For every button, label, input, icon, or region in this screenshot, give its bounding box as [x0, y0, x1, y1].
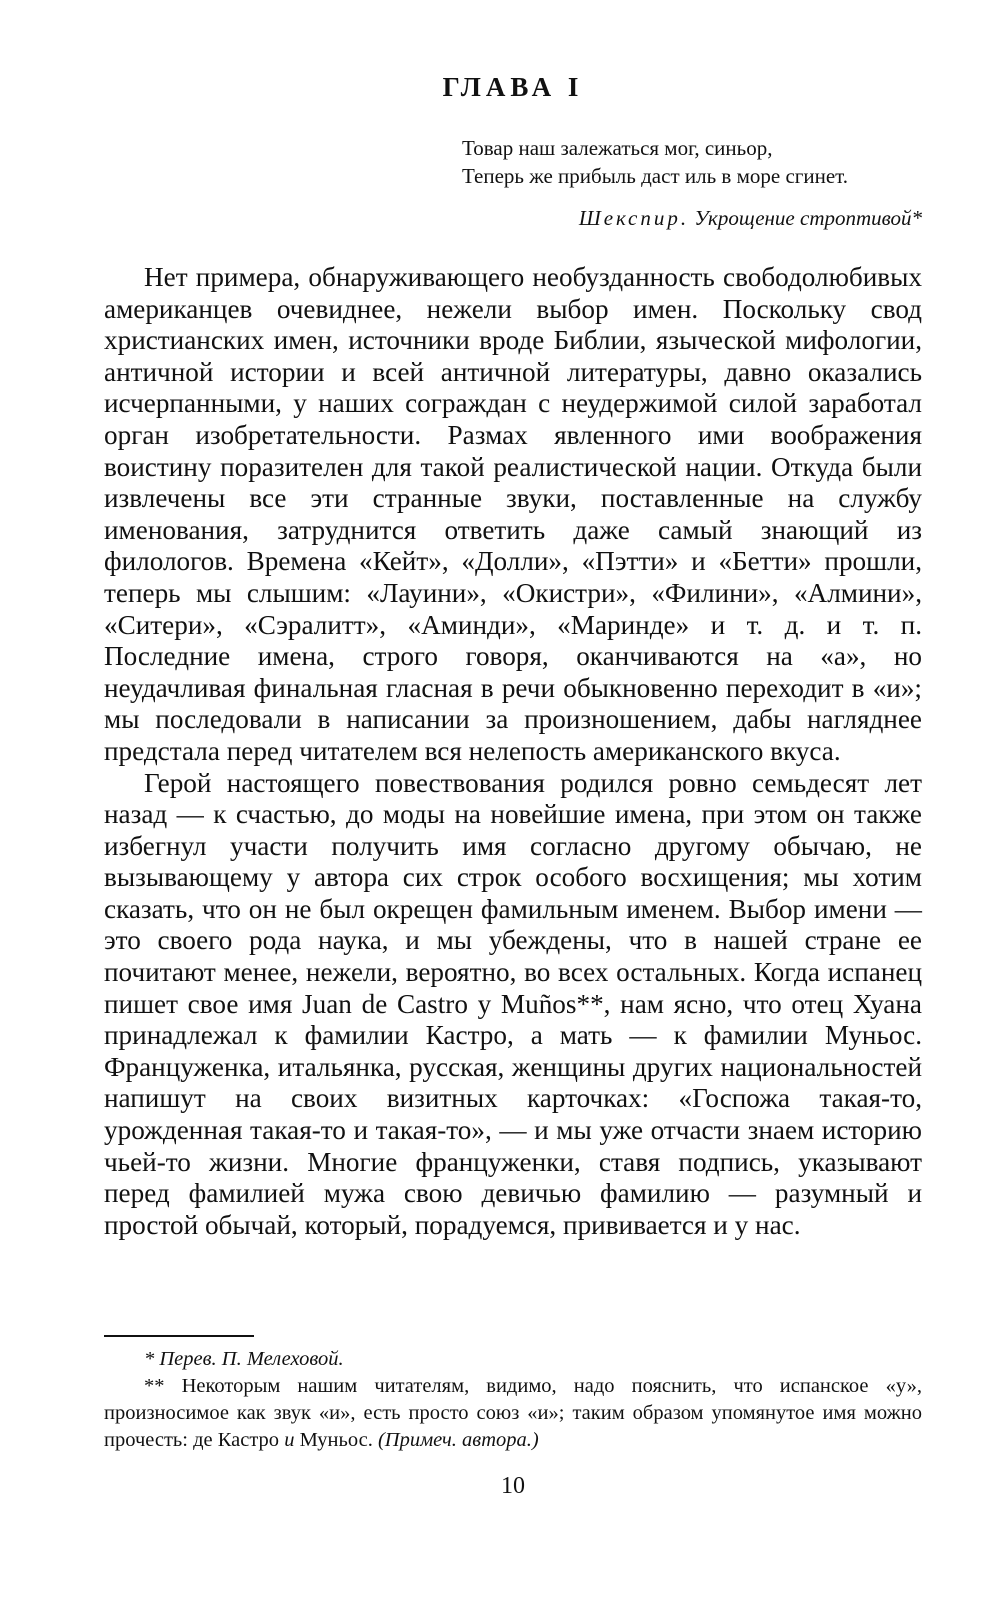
main-text [104, 262, 922, 1241]
footnote-2-tail: Муньос. [294, 1429, 378, 1451]
epigraph-line-1: Товар наш залежаться мог, синьор, [462, 136, 773, 160]
paragraph-1: Нет примера, обнаруживающего необузданность свободолюбивых американцев очевиднее, нежели выбор имен. Поскольку свод христианских имен, источники вроде Библии, языческой мифологии, античной истории и всей античной литературы, давно оказались исчерпанными, у наших сограждан с неудержимой силой заработал орган изобретательности. Размах явленного ими воображения воистину поразителен для такой реалистической нации. Откуда были извлечены все эти странные звуки, поставленные на службу именования, затруднится ответить даже самый знающий из филологов. Времена «Кейт», «Долли», «Пэтти» и «Бетти» прошли, теперь мы слышим: «Лауини», «Окистри», «Филини», «Алмини», «Ситери», «Сэралитт», «Аминди», «Мариндe» и т. д. и т. п. Последние имена, строго говоря, оканчиваются на «а», но неудачливая финальная гласная в речи обыкновенно переходит в «и»; мы последовали в написании за произношением, дабы нагляднее предстала перед читателем вся нелепость американского вкуса. [104, 262, 922, 766]
page-number: 10 [501, 1473, 525, 1499]
footnote-2-italic-word: и [284, 1429, 295, 1451]
footnotes [104, 1346, 922, 1454]
epigraph-source [462, 204, 922, 232]
epigraph-footnote-marker: * [911, 206, 922, 230]
book-page [104, 0, 922, 1615]
epigraph-line-2: Теперь же прибыль даст иль в море сгинет. [462, 164, 849, 188]
footnote-2 [104, 1373, 922, 1454]
footnote-2-note: (Примеч. автора.) [377, 1429, 539, 1451]
footnote-1: * Перев. П. Мелеховой. [144, 1348, 344, 1370]
epigraph-author: Шекспир. [578, 206, 690, 230]
footnote-2-text: ** Некоторым нашим читателям, видимо, надо пояснить, что испанское «у», произносимое как звук «и», есть просто союз «и»; таким образом упомянутое имя можно прочесть: де Кастро [104, 1375, 922, 1451]
epigraph-work: Укрощение строптивой [694, 206, 912, 230]
epigraph [462, 134, 922, 232]
chapter-title: ГЛАВА I [442, 72, 584, 102]
footnote-divider [104, 1335, 254, 1337]
paragraph-2: Герой настоящего повествования родился ровно семьдесят лет назад — к счастью, до моды на новейшие имена, при этом он также избегнул участи получить имя согласно другому обычаю, не вызывающему у автора сих строк особого восхищения; мы хотим сказать, что он не был окрещен фамильным именем. Выбор имени — это своего рода наука, и мы убеждены, что в нашей стране ее почитают менее, нежели, вероятно, во всех остальных. Когда испанец пишет свое имя Juan de Castro y Muños**, нам ясно, что отец Хуана принадлежал к фамилии Кастро, а мать — к фамилии Муньос. Француженка, итальянка, русская, женщины других национальностей напишут на своих визитных карточках: «Госпожа такая-то, урожденная такая-то и такая-то», — и мы уже отчасти знаем историю чьей-то жизни. Многие француженки, ставя подпись, указывают перед фамилией мужа свою девичью фамилию — разумный и простой обычай, который, порадуемся, прививается и у нас. [104, 767, 922, 1240]
